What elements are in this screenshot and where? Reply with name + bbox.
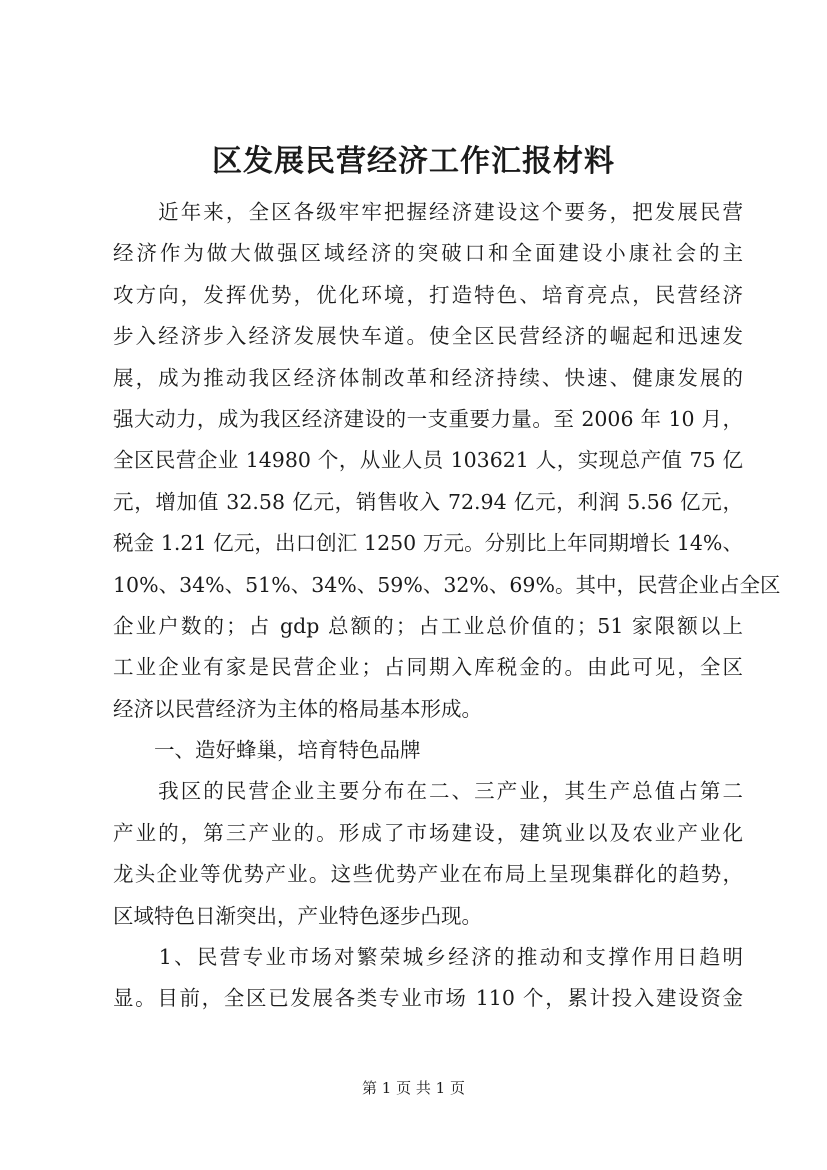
body-line: 我区的民营企业主要分布在二、三产业，其生产总值占第二 xyxy=(113,779,743,804)
body-line: 龙头企业等优势产业。这些优势产业在布局上呈现集群化的趋势， xyxy=(113,862,743,887)
body-line: 元，增加值 32.58 亿元，销售收入 72.94 亿元，利润 5.56 亿元， xyxy=(113,489,743,514)
page-number-footer: 第 1 页 共 1 页 xyxy=(362,1079,465,1097)
document-body xyxy=(113,192,781,1020)
document-title: 区发展民营经济工作汇报材料 xyxy=(212,144,615,179)
body-line: 经济作为做大做强区域经济的突破口和全面建设小康社会的主 xyxy=(113,241,743,266)
body-line: 产业的，第三产业的。形成了市场建设，建筑业以及农业产业化 xyxy=(113,820,743,845)
body-line: 1、民营专业市场对繁荣城乡经济的推动和支撑作用日趋明 xyxy=(113,945,743,970)
body-line: 步入经济步入经济发展快车道。使全区民营经济的崛起和迅速发 xyxy=(113,324,743,349)
body-line: 企业户数的；占 gdp 总额的；占工业总价值的；51 家限额以上 xyxy=(113,613,743,638)
body-line: 显。目前，全区已发展各类专业市场 110 个，累计投入建设资金 xyxy=(113,986,743,1011)
body-line: 经济以民营经济为主体的格局基本形成。 xyxy=(113,696,482,721)
section-heading: 一、造好蜂巢，培育特色品牌 xyxy=(113,738,421,763)
body-line: 区域特色日渐突出，产业特色逐步凸现。 xyxy=(113,903,482,928)
body-line: 强大动力，成为我区经济建设的一支重要力量。至 2006 年 10 月， xyxy=(113,406,743,431)
body-line: 近年来，全区各级牢牢把握经济建设这个要务，把发展民营 xyxy=(113,200,743,224)
body-line: 全区民营企业 14980 个，从业人员 103621 人，实现总产值 75 亿 xyxy=(113,448,743,473)
body-line: 税金 1.21 亿元，出口创汇 1250 万元。分别比上年同期增长 14%、 xyxy=(113,531,743,556)
body-line: 展，成为推动我区经济体制改革和经济持续、快速、健康发展的 xyxy=(113,365,743,390)
body-line: 工业企业有家是民营企业；占同期入库税金的。由此可见，全区 xyxy=(113,655,743,680)
body-line: 10%、34%、51%、34%、59%、32%、69%。其中，民营企业占全区 xyxy=(113,572,781,597)
body-line: 攻方向，发挥优势，优化环境，打造特色、培育亮点，民营经济 xyxy=(113,282,743,307)
